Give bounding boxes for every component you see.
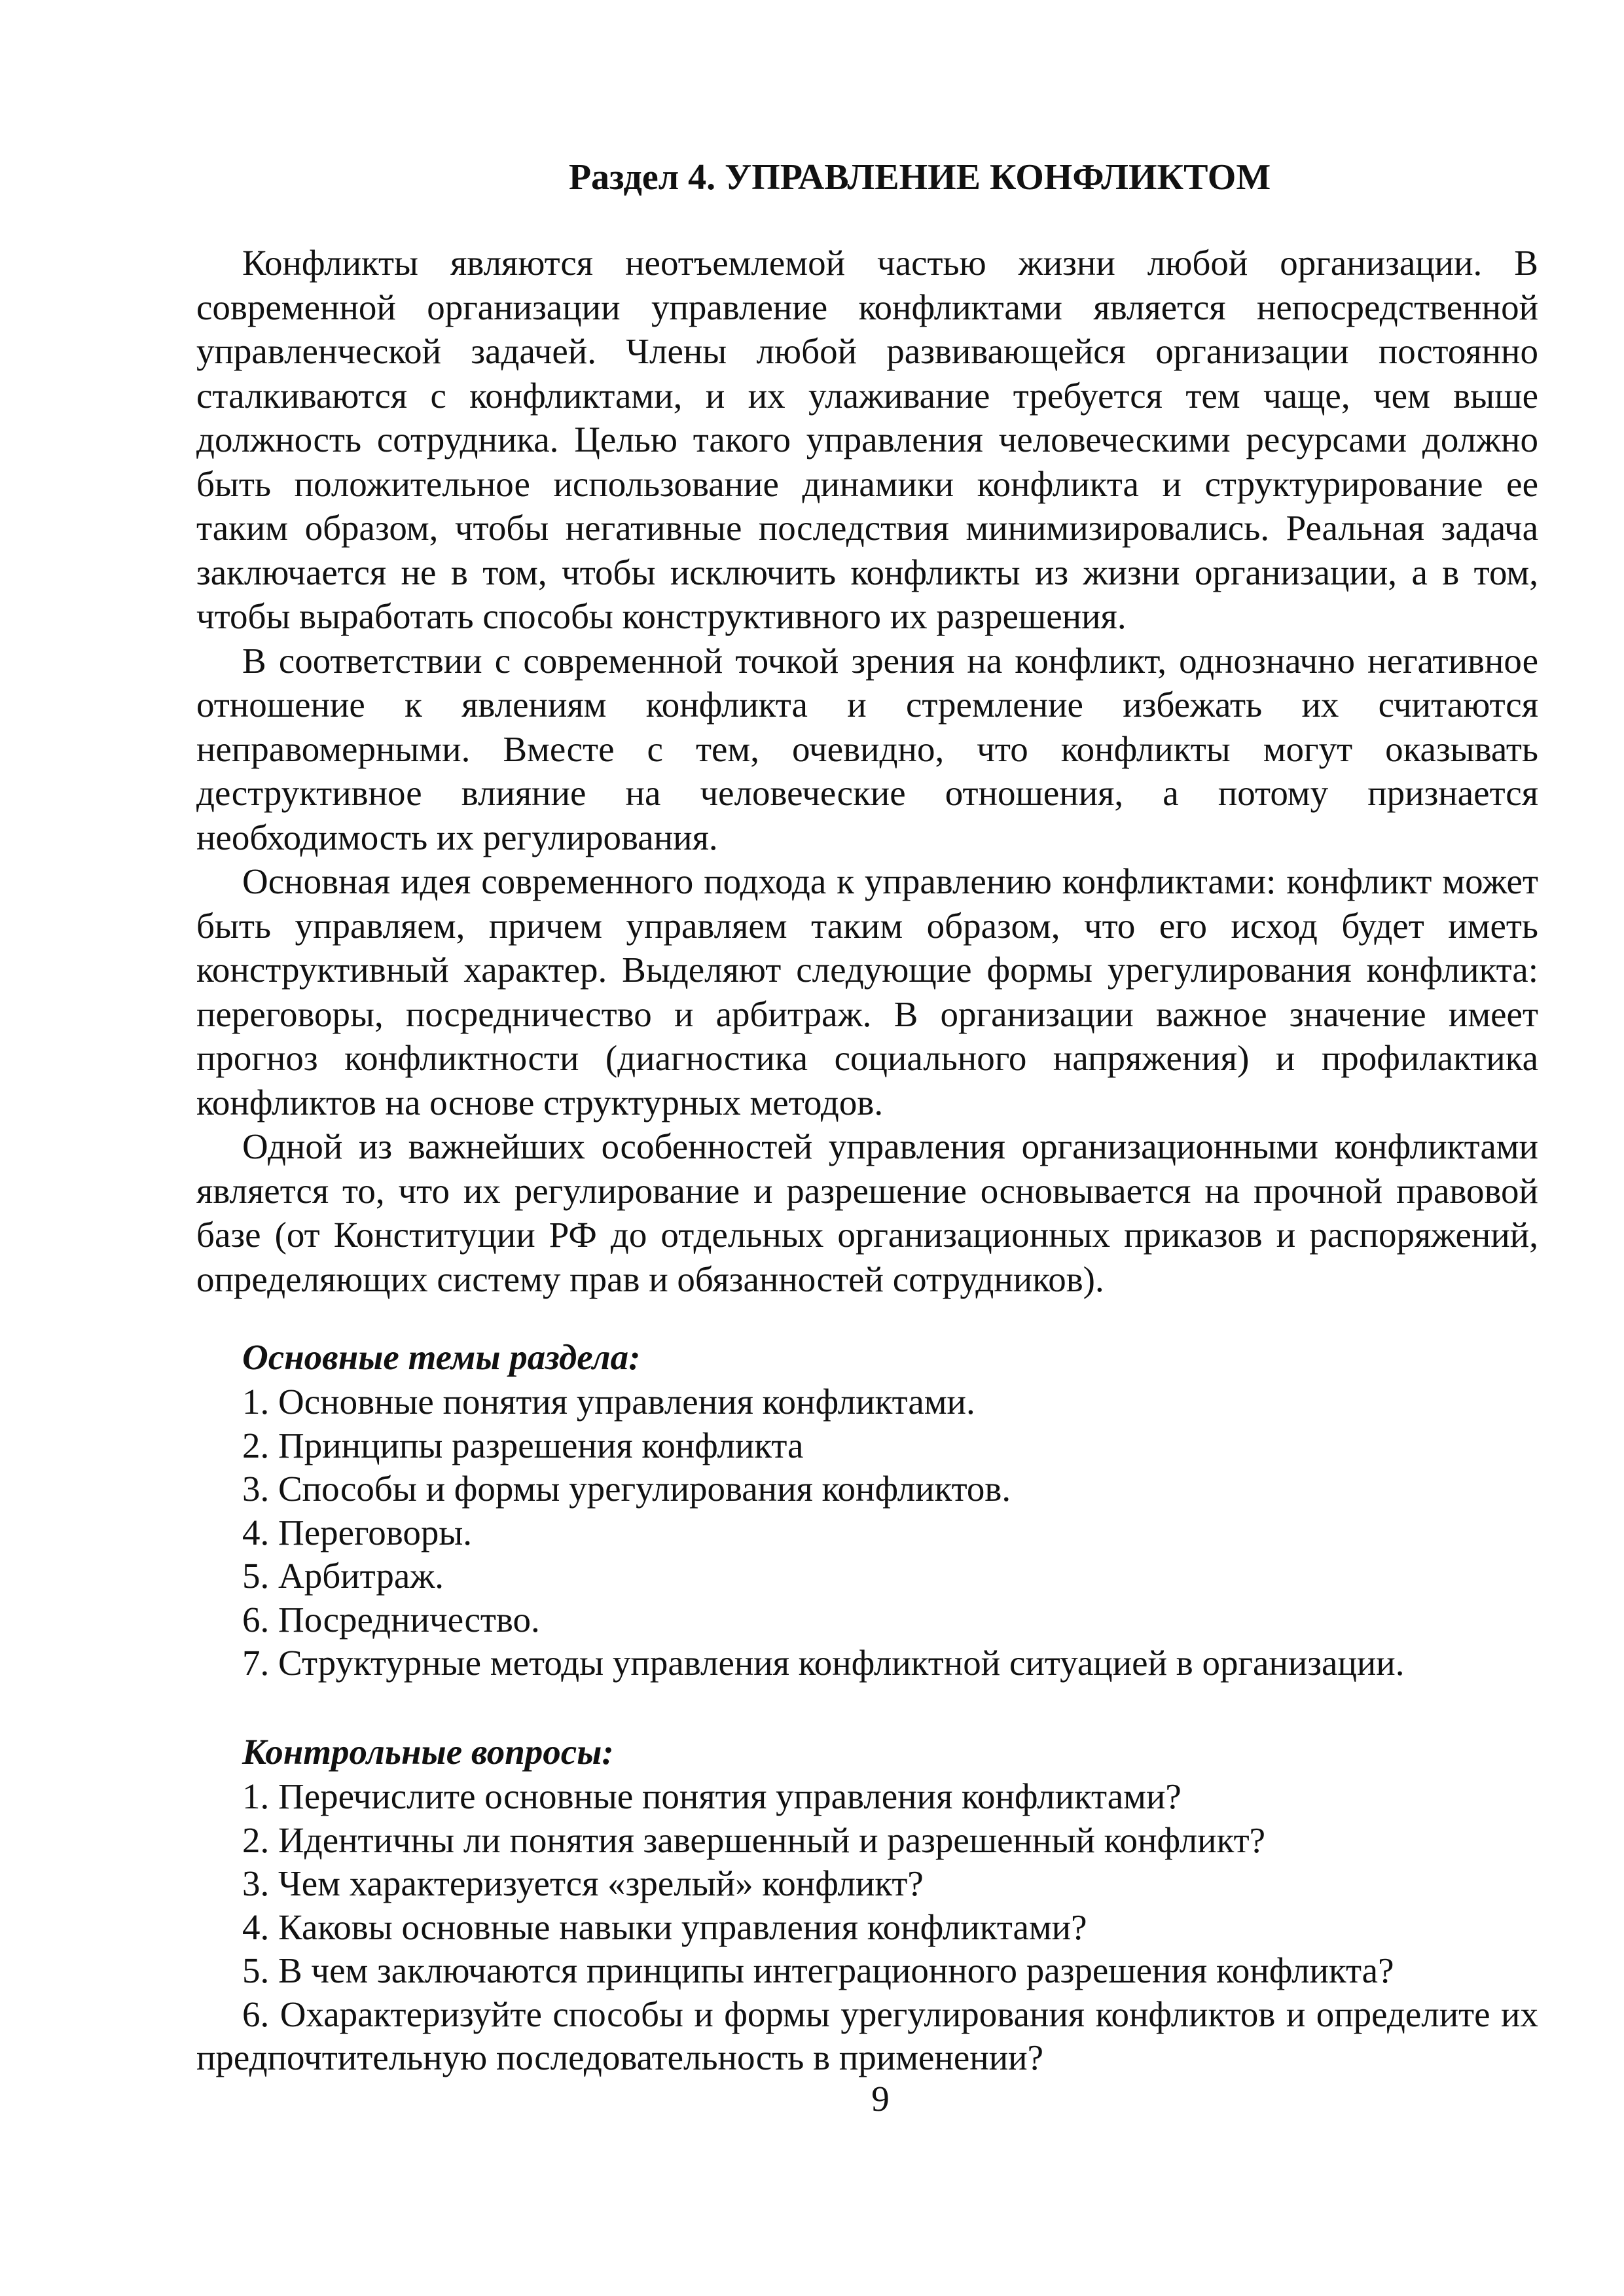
page-number: 9	[871, 2079, 890, 2119]
question-item-4: 4. Каковы основные навыки управления конфликтами?	[242, 1907, 1087, 1947]
questions-heading: Контрольные вопросы:	[242, 1732, 614, 1772]
body-text	[196, 241, 1538, 1301]
topic-item-1: 1. Основные понятия управления конфликтами.	[242, 1382, 975, 1422]
topic-item-3: 3. Способы и формы урегулирования конфликтов.	[242, 1469, 1011, 1509]
paragraph-2: В соответствии с современной точкой зрения на конфликт, однозначно негативное отношение к явлениям конфликта и стремление избежать их считаются неправомерными. Вместе с тем, очевидно, что конфликты могут оказывать деструктивное влияние на человеческие отношения, а потому признается необходимость их регулирования.	[196, 640, 1538, 857]
question-item-1: 1. Перечислите основные понятия управления конфликтами?	[242, 1776, 1182, 1816]
questions-section	[196, 1730, 1538, 2080]
topic-item-4: 4. Переговоры.	[242, 1512, 473, 1552]
paragraph-3: Основная идея современного подхода к управлению конфликтами: конфликт может быть управляем, причем управляем таким образом, что его исход будет иметь конструктивный характер. Выделяют следующие формы урегулирования конфликта: переговоры, посредничество и арбитраж. В организации важное значение имеет прогноз конфликтности (диагностика социального напряжения) и профилактика конфликтов на основе структурных методов.	[196, 861, 1538, 1122]
topic-item-2: 2. Принципы разрешения конфликта	[242, 1425, 804, 1465]
question-item-2: 2. Идентичны ли понятия завершенный и разрешенный конфликт?	[242, 1820, 1266, 1860]
paragraph-4: Одной из важнейших особенностей управления организационными конфликтами является то, что их регулирование и разрешение основывается на прочной правовой базе (от Конституции РФ до отдельных организационных приказов и распоряжений, определяющих систему прав и обязанностей сотрудников).	[196, 1126, 1538, 1299]
paragraph-1: Конфликты являются неотъемлемой частью жизни любой организации. В современной организации управление конфликтами является непосредственной управленческой задачей. Члены любой развивающейся организации постоянно сталкиваются с конфликтами, и их улаживание требуется тем чаще, чем выше должность сотрудника. Целью такого управления человеческими ресурсами должно быть положительное использование динамики конфликта и структурирование ее таким образом, чтобы негативные последствия минимизировались. Реальная задача заключается не в том, чтобы исключить конфликты из жизни организации, а в том, чтобы выработать способы конструктивного их разрешения.	[196, 243, 1538, 636]
document-page	[196, 0, 1538, 2296]
topic-item-5: 5. Арбитраж.	[242, 1556, 444, 1596]
question-item-5: 5. В чем заключаются принципы интеграционного разрешения конфликта?	[242, 1950, 1394, 1990]
topic-item-7: 7. Структурные методы управления конфликтной ситуацией в организации.	[242, 1643, 1405, 1683]
question-item-3: 3. Чем характеризуется «зрелый» конфликт?	[242, 1863, 924, 1903]
question-item-6	[196, 1993, 1538, 2080]
topics-heading: Основные темы раздела:	[242, 1337, 641, 1377]
topics-section	[242, 1335, 1538, 1685]
question-item-6-text: 6. Охарактеризуйте способы и формы урегулирования конфликтов и определите их предпочтительную последовательность в применении?	[196, 1994, 1538, 2077]
section-title: Раздел 4. УПРАВЛЕНИЕ КОНФЛИКТОМ	[568, 157, 1271, 198]
topic-item-6: 6. Посредничество.	[242, 1599, 540, 1640]
